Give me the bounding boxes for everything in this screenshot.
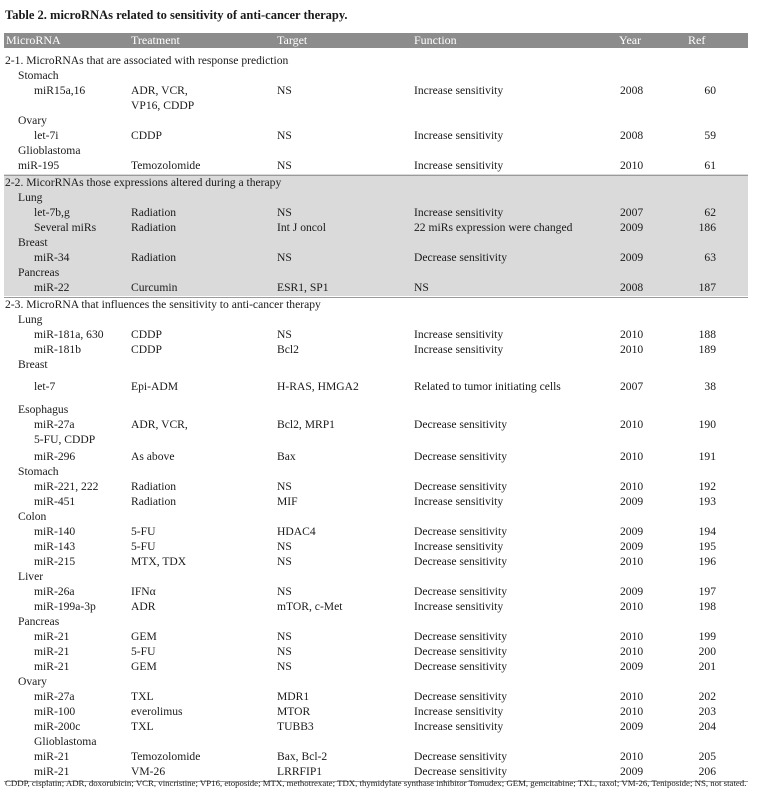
function-cell: Increase sensitivity bbox=[414, 495, 504, 508]
microrna-cell: miR-100 bbox=[34, 705, 76, 718]
year-cell: 2009 bbox=[620, 720, 644, 733]
table-header bbox=[4, 33, 748, 48]
group-label-row bbox=[0, 674, 763, 689]
microrna-cell: Several miRs bbox=[34, 221, 97, 234]
table-row bbox=[0, 83, 763, 98]
function-cell: Decrease sensitivity bbox=[414, 690, 508, 703]
target-cell: NS bbox=[277, 328, 292, 341]
year-cell: 2009 bbox=[620, 540, 644, 553]
microrna-cell: miR-21 bbox=[34, 750, 70, 763]
table-row bbox=[0, 539, 763, 554]
group-label: Lung bbox=[18, 191, 43, 204]
table-row bbox=[0, 689, 763, 704]
treatment-cell: Radiation bbox=[131, 495, 177, 508]
year-cell: 2010 bbox=[620, 555, 644, 568]
target-cell: H-RAS, HMGA2 bbox=[277, 380, 359, 393]
year-cell: 2010 bbox=[620, 450, 644, 463]
group-label-row bbox=[0, 357, 763, 372]
ref-cell: 59 bbox=[704, 129, 716, 142]
target-cell: MDR1 bbox=[277, 690, 310, 703]
table-title: Table 2. microRNAs related to sensitivity of anti-cancer therapy. bbox=[5, 8, 348, 22]
microrna-cell: miR-27a bbox=[34, 690, 75, 703]
section-title: 2-2. MicorRNAs those expressions altered during a therapy bbox=[5, 176, 282, 189]
function-cell: Increase sensitivity bbox=[414, 206, 504, 219]
year-cell: 2009 bbox=[620, 585, 644, 598]
year-cell: 2010 bbox=[620, 705, 644, 718]
section-header-row bbox=[0, 53, 763, 68]
treatment-cell: MTX, TDX bbox=[131, 555, 187, 568]
section-header-row bbox=[0, 297, 763, 312]
ref-cell: 198 bbox=[698, 600, 716, 613]
section-title: 2-1. MicroRNAs that are associated with response prediction bbox=[5, 54, 289, 67]
ref-cell: 187 bbox=[698, 281, 716, 294]
function-cell: Increase sensitivity bbox=[414, 540, 504, 553]
year-cell: 2007 bbox=[620, 206, 644, 219]
table-row-continuation bbox=[0, 432, 763, 447]
ref-cell: 191 bbox=[698, 450, 716, 463]
function-cell: Decrease sensitivity bbox=[414, 525, 508, 538]
target-cell: Int J oncol bbox=[277, 221, 326, 234]
group-label: Liver bbox=[18, 570, 44, 583]
function-cell: Decrease sensitivity bbox=[414, 765, 508, 778]
group-label: Stomach bbox=[18, 465, 59, 478]
year-cell: 2010 bbox=[620, 418, 644, 431]
target-cell: ESR1, SP1 bbox=[277, 281, 329, 294]
group-label-row bbox=[0, 143, 763, 158]
target-cell: NS bbox=[277, 159, 292, 172]
year-cell: 2009 bbox=[620, 660, 644, 673]
ref-cell: 204 bbox=[698, 720, 716, 733]
table-row bbox=[0, 220, 763, 235]
ref-cell: 186 bbox=[698, 221, 716, 234]
group-label: Pancreas bbox=[18, 266, 60, 279]
year-cell: 2010 bbox=[620, 645, 644, 658]
col-header-year: Year bbox=[619, 33, 642, 47]
table-row bbox=[0, 704, 763, 719]
col-header-target: Target bbox=[277, 33, 308, 47]
treatment-cell: IFNα bbox=[131, 585, 156, 598]
year-cell: 2010 bbox=[620, 750, 644, 763]
col-header-function: Function bbox=[414, 33, 457, 47]
table-row-continuation bbox=[0, 98, 763, 113]
treatment-cell: Radiation bbox=[131, 251, 177, 264]
ref-cell: 201 bbox=[698, 660, 716, 673]
target-cell: Bcl2, MRP1 bbox=[277, 418, 335, 431]
group-label-row bbox=[0, 190, 763, 205]
table-row bbox=[0, 524, 763, 539]
group-label-row bbox=[0, 509, 763, 524]
ref-cell: 196 bbox=[698, 555, 716, 568]
target-cell: NS bbox=[277, 480, 292, 493]
target-cell: HDAC4 bbox=[277, 525, 316, 538]
ref-cell: 61 bbox=[704, 159, 716, 172]
microrna-cell: miR-21 bbox=[34, 660, 70, 673]
target-cell: MIF bbox=[277, 495, 298, 508]
group-label-row bbox=[0, 235, 763, 250]
microrna-cell: miR-21 bbox=[34, 645, 70, 658]
ref-cell: 197 bbox=[698, 585, 716, 598]
microrna-cell: miR-296 bbox=[34, 450, 76, 463]
target-cell: Bax bbox=[277, 450, 296, 463]
function-cell: Increase sensitivity bbox=[414, 720, 504, 733]
microrna-cell: miR15a,16 bbox=[34, 84, 86, 97]
treatment-cell: As above bbox=[131, 450, 175, 463]
treatment-cell: Radiation bbox=[131, 221, 177, 234]
ref-cell: 63 bbox=[704, 251, 716, 264]
col-header-ref: Ref bbox=[688, 33, 706, 47]
table-row bbox=[0, 659, 763, 674]
function-cell: Related to tumor initiating cells bbox=[414, 380, 561, 393]
treatment-cell: 5-FU bbox=[131, 540, 156, 553]
year-cell: 2010 bbox=[620, 600, 644, 613]
function-cell: Increase sensitivity bbox=[414, 343, 504, 356]
target-cell: NS bbox=[277, 555, 292, 568]
group-label-row bbox=[0, 464, 763, 479]
function-cell: Decrease sensitivity bbox=[414, 630, 508, 643]
treatment-cell: CDDP bbox=[131, 328, 162, 341]
function-cell: Increase sensitivity bbox=[414, 129, 504, 142]
function-cell: Decrease sensitivity bbox=[414, 251, 508, 264]
table-row bbox=[0, 280, 763, 295]
table-row bbox=[0, 584, 763, 599]
target-cell: Bcl2 bbox=[277, 343, 299, 356]
table-row bbox=[0, 554, 763, 569]
microrna-cell: miR-195 bbox=[18, 159, 60, 172]
microrna-cell: miR-26a bbox=[34, 585, 75, 598]
group-label: Glioblastoma bbox=[18, 144, 81, 157]
microrna-cell: miR-140 bbox=[34, 525, 76, 538]
ref-cell: 62 bbox=[704, 206, 716, 219]
microrna-cell: miR-21 bbox=[34, 630, 70, 643]
treatment-cell: Curcumin bbox=[131, 281, 178, 294]
microrna-cell: miR-181a, 630 bbox=[34, 328, 104, 341]
ref-cell: 195 bbox=[698, 540, 716, 553]
treatment-cell: VP16, CDDP bbox=[131, 99, 195, 112]
treatment-cell: GEM bbox=[131, 660, 157, 673]
target-cell: NS bbox=[277, 630, 292, 643]
treatment-cell: Radiation bbox=[131, 206, 177, 219]
table-row bbox=[0, 719, 763, 734]
treatment-cell: TXL bbox=[131, 720, 154, 733]
function-cell: Decrease sensitivity bbox=[414, 480, 508, 493]
group-label: Lung bbox=[18, 313, 43, 326]
function-cell: Increase sensitivity bbox=[414, 705, 504, 718]
table-row bbox=[0, 749, 763, 764]
target-cell: NS bbox=[277, 645, 292, 658]
group-label: Ovary bbox=[18, 114, 47, 127]
group-label: Pancreas bbox=[18, 615, 60, 628]
treatment-cell: everolimus bbox=[131, 705, 183, 718]
group-label-row bbox=[0, 734, 763, 749]
ref-cell: 193 bbox=[698, 495, 716, 508]
target-cell: NS bbox=[277, 540, 292, 553]
function-cell: Decrease sensitivity bbox=[414, 750, 508, 763]
group-label-row bbox=[0, 265, 763, 280]
microrna-cell-continuation: 5-FU, CDDP bbox=[34, 433, 96, 446]
year-cell: 2010 bbox=[620, 630, 644, 643]
treatment-cell: CDDP bbox=[131, 343, 162, 356]
ref-cell: 188 bbox=[698, 328, 716, 341]
group-label-row bbox=[0, 569, 763, 584]
group-label: Colon bbox=[18, 510, 47, 523]
year-cell: 2007 bbox=[620, 380, 644, 393]
group-label: Breast bbox=[18, 236, 48, 249]
treatment-cell: TXL bbox=[131, 690, 154, 703]
target-cell: NS bbox=[277, 660, 292, 673]
table-row bbox=[0, 764, 763, 779]
table-row bbox=[0, 629, 763, 644]
table-row bbox=[0, 205, 763, 220]
microrna-cell: miR-451 bbox=[34, 495, 76, 508]
treatment-cell: CDDP bbox=[131, 129, 162, 142]
table-row bbox=[0, 379, 763, 394]
group-label-row bbox=[0, 68, 763, 83]
ref-cell: 202 bbox=[698, 690, 716, 703]
treatment-cell: 5-FU bbox=[131, 645, 156, 658]
microrna-cell: miR-221, 222 bbox=[34, 480, 99, 493]
table-row bbox=[0, 494, 763, 509]
treatment-cell: 5-FU bbox=[131, 525, 156, 538]
table-row bbox=[0, 449, 763, 464]
col-header-microrna: MicroRNA bbox=[6, 33, 61, 47]
treatment-cell: Radiation bbox=[131, 480, 177, 493]
treatment-cell: VM-26 bbox=[131, 765, 166, 778]
function-cell: Decrease sensitivity bbox=[414, 585, 508, 598]
microrna-cell: miR-27a bbox=[34, 418, 75, 431]
year-cell: 2010 bbox=[620, 159, 644, 172]
section-header-row bbox=[0, 175, 763, 190]
group-label-row bbox=[0, 614, 763, 629]
microrna-cell: let-7 bbox=[34, 380, 56, 393]
year-cell: 2009 bbox=[620, 765, 644, 778]
group-label-row bbox=[0, 402, 763, 417]
table-row bbox=[0, 327, 763, 342]
treatment-cell: ADR bbox=[131, 600, 156, 613]
microrna-cell: miR-200c bbox=[34, 720, 81, 733]
year-cell: 2010 bbox=[620, 328, 644, 341]
target-cell: Bax, Bcl-2 bbox=[277, 750, 328, 763]
target-cell: NS bbox=[277, 206, 292, 219]
treatment-cell: Temozolomide bbox=[131, 159, 201, 172]
year-cell: 2009 bbox=[620, 495, 644, 508]
microrna-cell: miR-34 bbox=[34, 251, 70, 264]
function-cell: Decrease sensitivity bbox=[414, 645, 508, 658]
microrna-cell: miR-143 bbox=[34, 540, 76, 553]
table-row bbox=[0, 342, 763, 357]
target-cell: TUBB3 bbox=[277, 720, 314, 733]
microrna-cell: miR-199a-3p bbox=[34, 600, 96, 613]
microrna-cell: let-7b,g bbox=[34, 206, 70, 219]
function-cell: Increase sensitivity bbox=[414, 84, 504, 97]
ref-cell: 60 bbox=[704, 84, 716, 97]
treatment-cell: ADR, VCR, bbox=[131, 418, 188, 431]
function-cell: NS bbox=[414, 281, 429, 294]
function-cell: Decrease sensitivity bbox=[414, 418, 508, 431]
treatment-cell: GEM bbox=[131, 630, 157, 643]
ref-cell: 199 bbox=[698, 630, 716, 643]
group-label-row bbox=[0, 113, 763, 128]
treatment-cell: ADR, VCR, bbox=[131, 84, 188, 97]
function-cell: Increase sensitivity bbox=[414, 600, 504, 613]
function-cell: Decrease sensitivity bbox=[414, 555, 508, 568]
year-cell: 2008 bbox=[620, 129, 644, 142]
function-cell: Increase sensitivity bbox=[414, 159, 504, 172]
target-cell: MTOR bbox=[277, 705, 311, 718]
footnote: CDDP, cisplatin; ADR, doxorubicin; VCR, vincristine; VP16, etoposide; MTX, methotrexate; TDX, thymidylate synthase inhibitor Tomudex; GEM, gemcitabine; TXL, taxol; VM-26, Teniposide; NS, not stated. bbox=[5, 778, 747, 788]
microrna-cell: miR-215 bbox=[34, 555, 76, 568]
year-cell: 2009 bbox=[620, 221, 644, 234]
year-cell: 2008 bbox=[620, 84, 644, 97]
treatment-cell: Temozolomide bbox=[131, 750, 201, 763]
function-cell: 22 miRs expression were changed bbox=[414, 221, 573, 234]
ref-cell: 205 bbox=[698, 750, 716, 763]
year-cell: 2010 bbox=[620, 690, 644, 703]
target-cell: mTOR, c-Met bbox=[277, 600, 343, 613]
ref-cell: 200 bbox=[698, 645, 716, 658]
microrna-cell: let-7i bbox=[34, 129, 59, 142]
year-cell: 2010 bbox=[620, 480, 644, 493]
microrna-cell: miR-21 bbox=[34, 765, 70, 778]
ref-cell: 194 bbox=[698, 525, 716, 538]
ref-cell: 189 bbox=[698, 343, 716, 356]
group-label: Ovary bbox=[18, 675, 47, 688]
table-row bbox=[0, 128, 763, 143]
section-title: 2-3. MicroRNA that influences the sensitivity to anti-cancer therapy bbox=[5, 298, 321, 311]
table-row bbox=[0, 644, 763, 659]
group-label: Breast bbox=[18, 358, 48, 371]
year-cell: 2010 bbox=[620, 343, 644, 356]
target-cell: NS bbox=[277, 585, 292, 598]
microrna-cell: miR-181b bbox=[34, 343, 82, 356]
table-row bbox=[0, 599, 763, 614]
year-cell: 2009 bbox=[620, 251, 644, 264]
group-label-row bbox=[0, 312, 763, 327]
table-row bbox=[0, 158, 763, 173]
ref-cell: 206 bbox=[698, 765, 716, 778]
target-cell: NS bbox=[277, 129, 292, 142]
group-label: Esophagus bbox=[18, 403, 69, 416]
group-label: Stomach bbox=[18, 69, 59, 82]
treatment-cell: Epi-ADM bbox=[131, 380, 179, 393]
target-cell: NS bbox=[277, 251, 292, 264]
target-cell: NS bbox=[277, 84, 292, 97]
ref-cell: 192 bbox=[698, 480, 716, 493]
col-header-treatment: Treatment bbox=[131, 33, 180, 47]
function-cell: Increase sensitivity bbox=[414, 328, 504, 341]
group-label: Glioblastoma bbox=[34, 735, 97, 748]
function-cell: Decrease sensitivity bbox=[414, 450, 508, 463]
year-cell: 2008 bbox=[620, 281, 644, 294]
ref-cell: 38 bbox=[704, 380, 716, 393]
target-cell: LRRFIP1 bbox=[277, 765, 323, 778]
table-row bbox=[0, 417, 763, 432]
table-row bbox=[0, 479, 763, 494]
microrna-cell: miR-22 bbox=[34, 281, 70, 294]
ref-cell: 190 bbox=[698, 418, 716, 431]
year-cell: 2009 bbox=[620, 525, 644, 538]
ref-cell: 203 bbox=[698, 705, 716, 718]
function-cell: Decrease sensitivity bbox=[414, 660, 508, 673]
table-row bbox=[0, 250, 763, 265]
